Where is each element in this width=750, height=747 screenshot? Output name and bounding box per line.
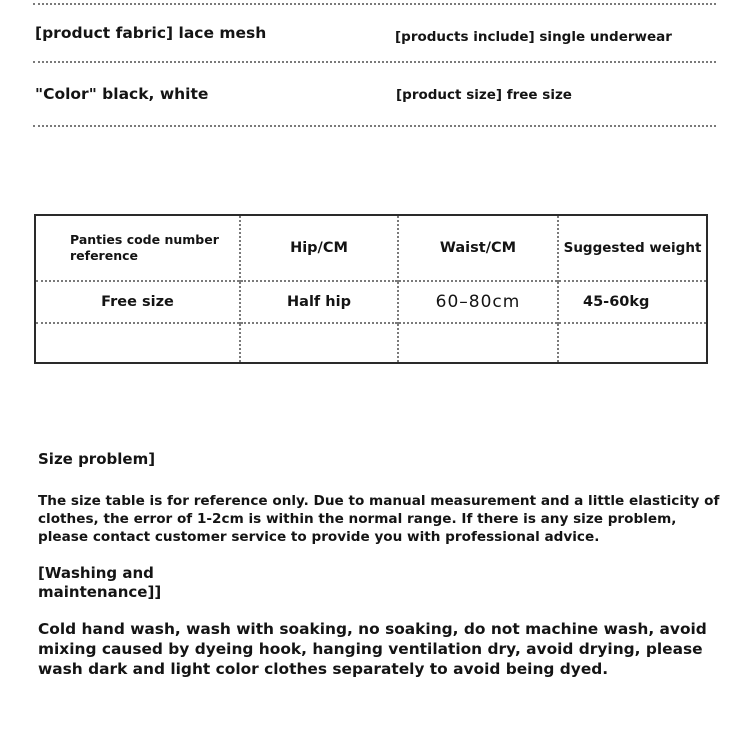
spec-size: [product size] free size [396, 87, 572, 103]
cell-waist: 60–80cm [398, 281, 558, 323]
washing-text: Cold hand wash, wash with soaking, no soaking, do not machine wash, avoid mixing caused by dyeing hook, hanging ventilation dry, avoid drying, please wash dark and light color clothes separately to avoid being dyed. [38, 620, 707, 678]
size-note-text: The size table is for reference only. Due to manual measurement and a little elasticity of clothes, the error of 1-2cm is within the normal range. If there is any size problem, please contact customer service to provide you with professional advice. [38, 493, 720, 545]
table-row [35, 281, 707, 323]
empty-cell [558, 323, 707, 363]
header-hip: Hip/CM [240, 215, 398, 281]
washing-heading: [Washing and maintenance]] [38, 564, 162, 601]
empty-cell [35, 323, 240, 363]
top-divider [33, 3, 716, 5]
empty-cell [398, 323, 558, 363]
size-table-header-row [35, 215, 707, 281]
empty-cell [240, 323, 398, 363]
header-suggested-weight: Suggested weight [558, 215, 707, 281]
table-empty-row [35, 323, 707, 363]
size-note-heading: Size problem] [38, 450, 156, 468]
size-table [34, 214, 708, 364]
spec-color: "Color" black, white [35, 85, 209, 103]
cell-size: Free size [35, 281, 240, 323]
spec-fabric: [product fabric] lace mesh [35, 24, 267, 42]
cell-hip: Half hip [240, 281, 398, 323]
spec-divider-1 [33, 61, 716, 63]
spec-divider-2 [33, 125, 716, 127]
header-code-reference: Panties code number reference [70, 232, 219, 263]
spec-includes: [products include] single underwear [395, 29, 672, 45]
cell-weight: 45-60kg [558, 281, 707, 323]
header-waist: Waist/CM [398, 215, 558, 281]
